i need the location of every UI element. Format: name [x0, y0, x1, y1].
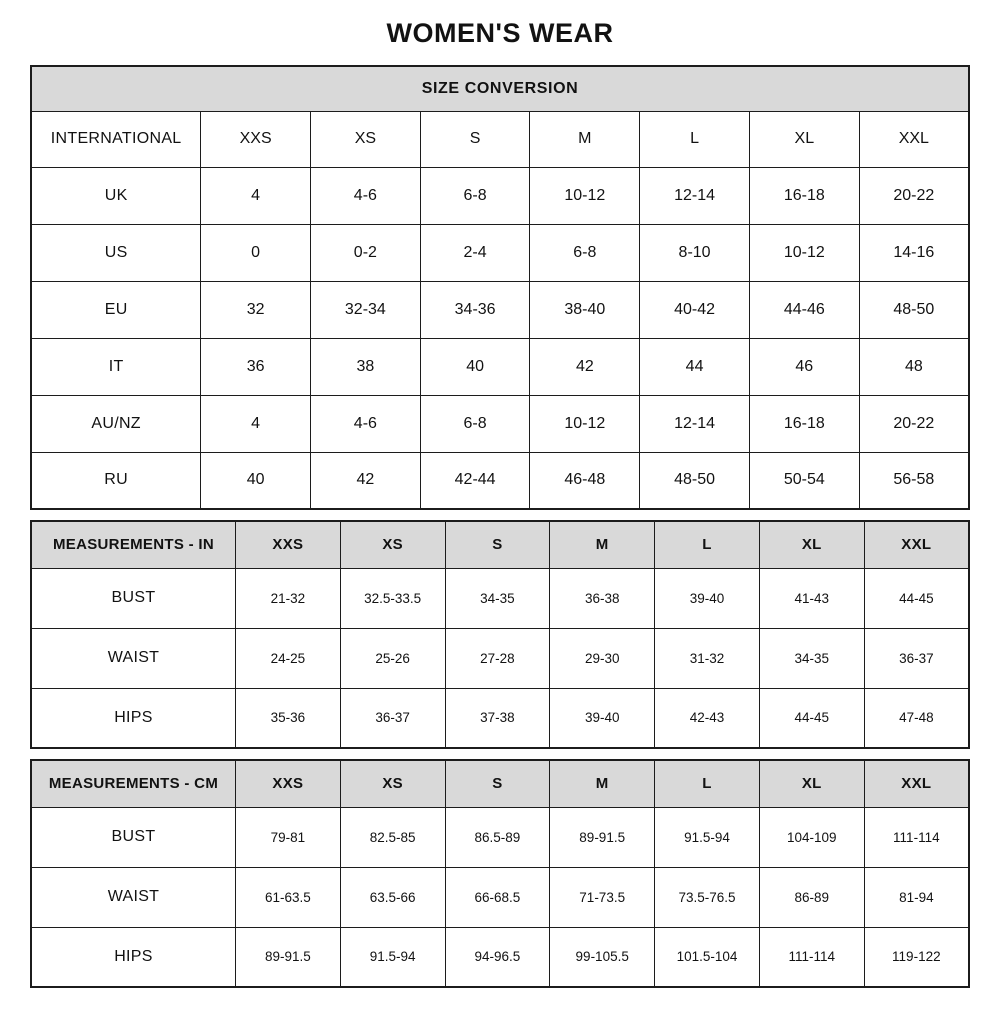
row-label-cell: RU [31, 452, 201, 509]
value-cell: 4-6 [311, 395, 421, 452]
value-cell: 4-6 [311, 167, 421, 224]
value-cell: 6-8 [530, 224, 640, 281]
row-label-cell: WAIST [31, 867, 235, 927]
value-cell: 32.5-33.5 [340, 568, 445, 628]
value-cell: 36-37 [340, 688, 445, 748]
value-cell: 63.5-66 [340, 867, 445, 927]
value-cell: 29-30 [550, 628, 655, 688]
value-cell: 40-42 [640, 281, 750, 338]
value-cell: 20-22 [859, 167, 969, 224]
tables-container [30, 65, 970, 988]
row-label-cell: AU/NZ [31, 395, 201, 452]
value-cell: 119-122 [864, 927, 969, 987]
value-cell: 8-10 [640, 224, 750, 281]
value-cell: 38-40 [530, 281, 640, 338]
table-row [31, 807, 969, 867]
value-cell: 21-32 [235, 568, 340, 628]
size-conversion-banner-row [31, 66, 969, 111]
value-cell: 56-58 [859, 452, 969, 509]
value-cell: 42 [530, 338, 640, 395]
value-cell: 73.5-76.5 [655, 867, 760, 927]
value-cell: 48-50 [859, 281, 969, 338]
measurements-cm-header-cell: XXL [864, 760, 969, 807]
table-row [31, 568, 969, 628]
value-cell: 35-36 [235, 688, 340, 748]
measurements-in-header-cell: S [445, 521, 550, 568]
value-cell: 61-63.5 [235, 867, 340, 927]
value-cell: 40 [420, 338, 530, 395]
value-cell: 82.5-85 [340, 807, 445, 867]
row-label-cell: EU [31, 281, 201, 338]
size-conversion-header-cell: M [530, 111, 640, 167]
measurements-in-header-cell: XS [340, 521, 445, 568]
measurements-cm-header-cell: XXS [235, 760, 340, 807]
value-cell: 42-43 [655, 688, 760, 748]
table-row [31, 452, 969, 509]
value-cell: 44-46 [749, 281, 859, 338]
measurements-in-header-cell: M [550, 521, 655, 568]
value-cell: 4 [201, 395, 311, 452]
size-conversion-banner: SIZE CONVERSION [31, 66, 969, 111]
value-cell: 31-32 [655, 628, 760, 688]
table-row [31, 867, 969, 927]
value-cell: 46 [749, 338, 859, 395]
table-row [31, 338, 969, 395]
value-cell: 42 [311, 452, 421, 509]
value-cell: 36-38 [550, 568, 655, 628]
measurements-in-header-label: MEASUREMENTS - IN [31, 521, 235, 568]
measurements-in-header-cell: XXL [864, 521, 969, 568]
value-cell: 81-94 [864, 867, 969, 927]
value-cell: 36-37 [864, 628, 969, 688]
row-label-cell: US [31, 224, 201, 281]
table-row [31, 167, 969, 224]
value-cell: 104-109 [759, 807, 864, 867]
measurements-cm-header-cell: XS [340, 760, 445, 807]
size-conversion-header-cell: XS [311, 111, 421, 167]
measurements-cm-header-cell: S [445, 760, 550, 807]
value-cell: 0 [201, 224, 311, 281]
value-cell: 89-91.5 [550, 807, 655, 867]
value-cell: 4 [201, 167, 311, 224]
value-cell: 89-91.5 [235, 927, 340, 987]
value-cell: 6-8 [420, 395, 530, 452]
value-cell: 32-34 [311, 281, 421, 338]
value-cell: 40 [201, 452, 311, 509]
value-cell: 34-35 [759, 628, 864, 688]
measurements-in-header-cell: XXS [235, 521, 340, 568]
value-cell: 32 [201, 281, 311, 338]
value-cell: 39-40 [550, 688, 655, 748]
measurements-cm-header-cell: XL [759, 760, 864, 807]
size-conversion-header-label: INTERNATIONAL [31, 111, 201, 167]
measurements-cm-header-row [31, 760, 969, 807]
size-conversion-header-cell: XL [749, 111, 859, 167]
value-cell: 24-25 [235, 628, 340, 688]
value-cell: 111-114 [864, 807, 969, 867]
size-conversion-header-cell: XXL [859, 111, 969, 167]
value-cell: 44-45 [864, 568, 969, 628]
value-cell: 10-12 [530, 395, 640, 452]
value-cell: 46-48 [530, 452, 640, 509]
value-cell: 94-96.5 [445, 927, 550, 987]
value-cell: 44 [640, 338, 750, 395]
measurements-in-header-cell: XL [759, 521, 864, 568]
value-cell: 41-43 [759, 568, 864, 628]
value-cell: 16-18 [749, 167, 859, 224]
value-cell: 14-16 [859, 224, 969, 281]
table-row [31, 628, 969, 688]
size-conversion-header-cell: S [420, 111, 530, 167]
value-cell: 91.5-94 [655, 807, 760, 867]
table-row [31, 395, 969, 452]
value-cell: 48-50 [640, 452, 750, 509]
value-cell: 25-26 [340, 628, 445, 688]
value-cell: 36 [201, 338, 311, 395]
value-cell: 79-81 [235, 807, 340, 867]
measurements-in-table [30, 520, 970, 749]
value-cell: 86-89 [759, 867, 864, 927]
measurements-in-header-row [31, 521, 969, 568]
row-label-cell: BUST [31, 807, 235, 867]
size-conversion-table [30, 65, 970, 510]
table-row [31, 224, 969, 281]
value-cell: 10-12 [530, 167, 640, 224]
measurements-cm-table [30, 759, 970, 988]
row-label-cell: BUST [31, 568, 235, 628]
value-cell: 91.5-94 [340, 927, 445, 987]
measurements-cm-header-label: MEASUREMENTS - CM [31, 760, 235, 807]
value-cell: 6-8 [420, 167, 530, 224]
value-cell: 12-14 [640, 167, 750, 224]
value-cell: 101.5-104 [655, 927, 760, 987]
value-cell: 71-73.5 [550, 867, 655, 927]
row-label-cell: WAIST [31, 628, 235, 688]
value-cell: 10-12 [749, 224, 859, 281]
measurements-cm-header-cell: M [550, 760, 655, 807]
size-conversion-header-cell: L [640, 111, 750, 167]
value-cell: 66-68.5 [445, 867, 550, 927]
row-label-cell: UK [31, 167, 201, 224]
value-cell: 47-48 [864, 688, 969, 748]
value-cell: 48 [859, 338, 969, 395]
size-conversion-header-cell: XXS [201, 111, 311, 167]
value-cell: 0-2 [311, 224, 421, 281]
value-cell: 44-45 [759, 688, 864, 748]
value-cell: 99-105.5 [550, 927, 655, 987]
value-cell: 34-36 [420, 281, 530, 338]
page-title: WOMEN'S WEAR [386, 18, 614, 48]
value-cell: 39-40 [655, 568, 760, 628]
row-label-cell: IT [31, 338, 201, 395]
value-cell: 34-35 [445, 568, 550, 628]
value-cell: 12-14 [640, 395, 750, 452]
row-label-cell: HIPS [31, 688, 235, 748]
size-conversion-header-row [31, 111, 969, 167]
value-cell: 16-18 [749, 395, 859, 452]
table-row [31, 281, 969, 338]
value-cell: 50-54 [749, 452, 859, 509]
value-cell: 86.5-89 [445, 807, 550, 867]
value-cell: 27-28 [445, 628, 550, 688]
table-row [31, 688, 969, 748]
value-cell: 20-22 [859, 395, 969, 452]
value-cell: 2-4 [420, 224, 530, 281]
measurements-cm-header-cell: L [655, 760, 760, 807]
value-cell: 111-114 [759, 927, 864, 987]
value-cell: 38 [311, 338, 421, 395]
measurements-in-header-cell: L [655, 521, 760, 568]
value-cell: 37-38 [445, 688, 550, 748]
value-cell: 42-44 [420, 452, 530, 509]
row-label-cell: HIPS [31, 927, 235, 987]
table-row [31, 927, 969, 987]
